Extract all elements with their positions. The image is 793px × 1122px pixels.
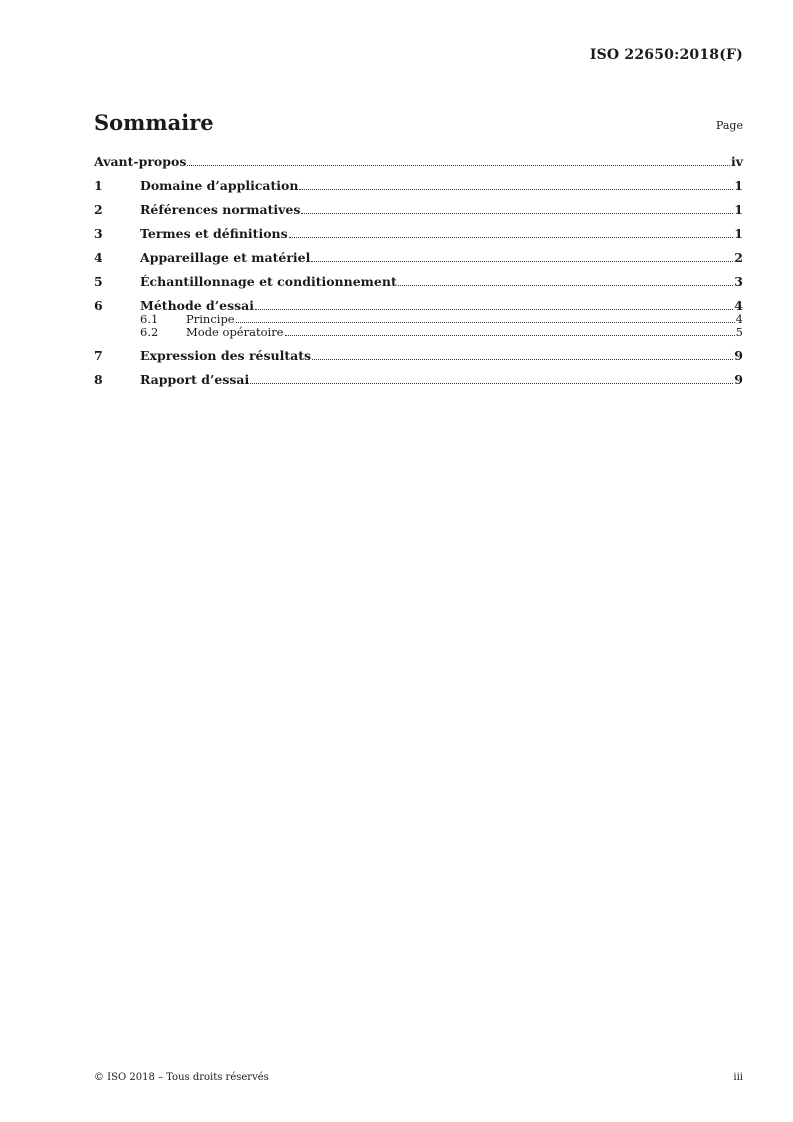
toc-subentry-number: 6.1 [140, 312, 159, 326]
toc-entry-page: 9 [734, 372, 743, 387]
toc-subentry-page: 5 [735, 325, 743, 339]
dot-leader [301, 213, 733, 214]
toc-entry-number: 1 [94, 178, 103, 193]
toc-subentry-label: Mode opératoire [186, 325, 284, 339]
document-id: ISO 22650:2018(F) [589, 47, 743, 63]
toc-page-column-label: Page [715, 119, 743, 132]
toc-entry-page: 1 [734, 178, 743, 193]
toc-entry-7[interactable] [94, 348, 743, 363]
toc-title: Sommaire [94, 110, 214, 135]
toc-entry-page: 2 [734, 250, 743, 265]
page-footer [94, 1072, 743, 1086]
dot-leader [312, 359, 733, 360]
toc-entry-label: Échantillonnage et conditionnement [140, 274, 397, 289]
toc-entry-label: Rapport d’essai [140, 372, 250, 387]
dot-leader [285, 335, 735, 336]
toc-entry-page: 1 [734, 226, 743, 241]
toc-entry-label: Avant-propos [94, 154, 187, 169]
copyright-notice: © ISO 2018 – Tous droits réservés [94, 1072, 269, 1083]
dot-leader [187, 165, 730, 166]
toc-entry-number: 5 [94, 274, 103, 289]
toc-entry-page: 1 [734, 202, 743, 217]
toc-entry-1[interactable] [94, 178, 743, 193]
toc-entry-3[interactable] [94, 226, 743, 241]
toc-entry-page: 3 [734, 274, 743, 289]
toc-entry-foreword[interactable] [94, 154, 743, 169]
toc-entry-page: 9 [734, 348, 743, 363]
toc-entry-label: Références normatives [140, 202, 301, 217]
toc-entry-8[interactable] [94, 372, 743, 387]
dot-leader [236, 322, 735, 323]
toc-subentry-number: 6.2 [140, 325, 159, 339]
toc-entry-label: Expression des résultats [140, 348, 312, 363]
toc-subentry-page: 4 [735, 312, 743, 326]
toc-entry-number: 6 [94, 298, 103, 313]
toc-entry-2[interactable] [94, 202, 743, 217]
dot-leader [255, 309, 733, 310]
toc-subentry-label: Principe [186, 312, 235, 326]
dot-leader [250, 383, 733, 384]
toc-entry-page: 4 [734, 298, 743, 313]
toc-entry-number: 2 [94, 202, 103, 217]
toc-entry-number: 3 [94, 226, 103, 241]
toc-header [94, 110, 743, 142]
dot-leader [299, 189, 733, 190]
dot-leader [398, 285, 734, 286]
toc-entry-number: 8 [94, 372, 103, 387]
toc-subentry-6-2[interactable] [94, 326, 743, 339]
toc-entry-label: Termes et définitions [140, 226, 288, 241]
page-number: iii [733, 1072, 743, 1083]
dot-leader [311, 261, 733, 262]
toc-entry-number: 7 [94, 348, 103, 363]
toc-entry-number: 4 [94, 250, 103, 265]
toc-entry-6[interactable] [94, 298, 743, 313]
toc-entry-label: Méthode d’essai [140, 298, 255, 313]
dot-leader [289, 237, 734, 238]
toc-entry-label: Domaine d’application [140, 178, 299, 193]
toc-entry-4[interactable] [94, 250, 743, 265]
toc-entry-label: Appareillage et matériel [140, 250, 311, 265]
table-of-contents [94, 154, 743, 396]
toc-entry-page: iv [730, 154, 743, 169]
toc-entry-5[interactable] [94, 274, 743, 289]
